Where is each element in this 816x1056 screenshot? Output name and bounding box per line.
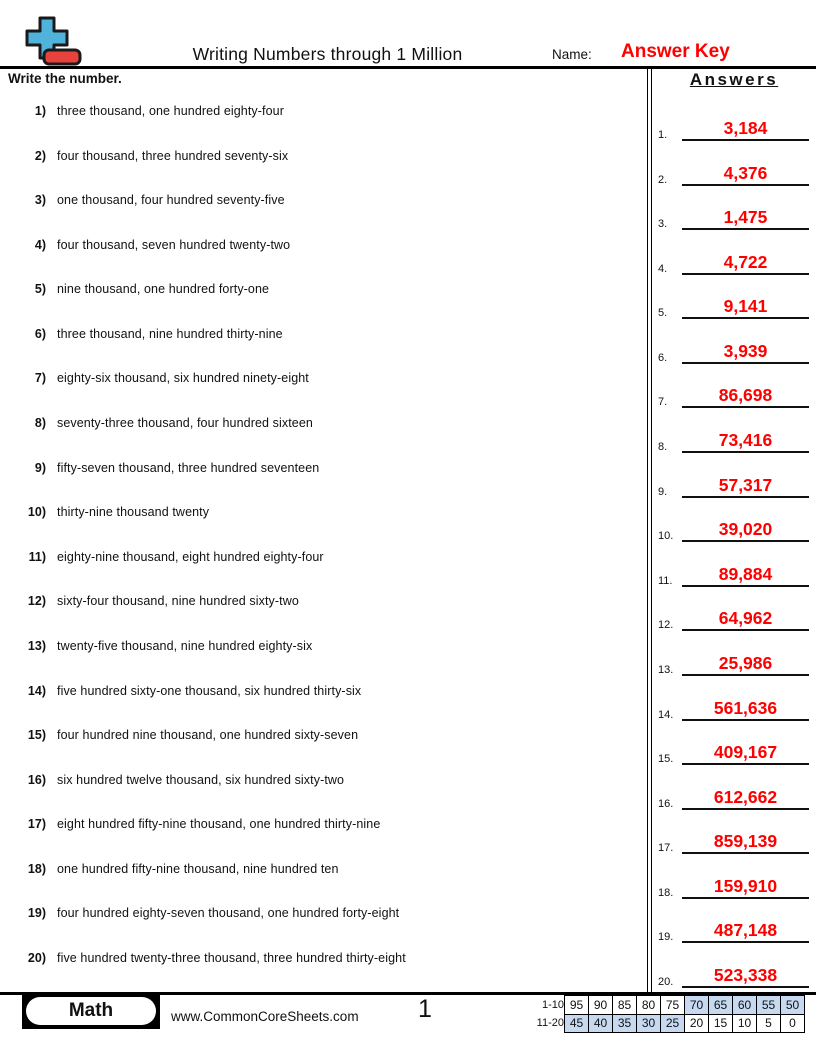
answer-number: 3.	[658, 218, 668, 231]
answer-row	[658, 201, 809, 230]
question-text: nine thousand, one hundred forty-one	[57, 282, 270, 297]
question-number: 19)	[27, 906, 46, 921]
answer-row	[658, 736, 809, 765]
grade-percent-cell: 35	[613, 1014, 637, 1033]
question-number: 20)	[27, 951, 46, 966]
answer-row	[658, 558, 809, 587]
grade-percent-cell: 15	[709, 1014, 733, 1033]
answer-row	[658, 157, 809, 186]
answer-blank-line	[682, 476, 809, 498]
answer-blank-line	[682, 832, 809, 854]
answer-row	[658, 246, 809, 275]
grade-range-label: 1-10	[541, 998, 564, 1011]
question-number: 16)	[27, 772, 46, 787]
question-number: 14)	[27, 683, 46, 698]
subject-badge-label: Math	[26, 997, 156, 1025]
answer-blank-line	[682, 877, 809, 899]
answer-number: 15.	[658, 753, 674, 766]
answer-number: 20.	[658, 976, 674, 989]
grade-percent-cell: 70	[685, 996, 709, 1015]
question-number: 1)	[34, 104, 46, 118]
answer-blank-line	[682, 654, 809, 676]
grade-percent-cell: 85	[613, 996, 637, 1015]
question-text: six hundred twelve thousand, six hundred sixty-two	[57, 772, 345, 787]
question-number: 12)	[27, 594, 46, 609]
question-text: seventy-three thousand, four hundred sixteen	[57, 416, 313, 431]
answer-blank-line	[682, 431, 809, 453]
question-text: one thousand, four hundred seventy-five	[57, 193, 285, 208]
answer-blank-line	[682, 966, 809, 988]
answer-value: 3,939	[723, 340, 768, 361]
grade-percent-cell: 45	[565, 1014, 589, 1033]
question-text: eighty-nine thousand, eight hundred eighty-four	[57, 549, 324, 564]
question-number: 13)	[27, 638, 46, 653]
question-text: one hundred fifty-nine thousand, nine hundred ten	[57, 861, 339, 876]
question-text: three thousand, nine hundred thirty-nine	[57, 326, 283, 341]
answer-blank-line	[682, 386, 809, 408]
answer-value: 159,910	[713, 875, 778, 896]
answer-row	[658, 692, 809, 721]
answer-number: 1.	[658, 129, 668, 141]
answer-blank-line	[682, 565, 809, 587]
answer-blank-line	[682, 743, 809, 765]
question-number: 4)	[34, 237, 46, 252]
answer-row	[658, 469, 809, 498]
grade-percent-cell: 95	[565, 996, 589, 1015]
question-number: 3)	[34, 193, 46, 208]
answer-value: 4,376	[723, 162, 768, 183]
grade-percent-cell: 0	[781, 1014, 805, 1033]
answer-number: 4.	[658, 262, 668, 275]
answer-row	[658, 914, 809, 943]
question-text: sixty-four thousand, nine hundred sixty-two	[57, 594, 299, 609]
question-number: 6)	[34, 326, 46, 341]
question-number: 17)	[27, 817, 46, 832]
answer-key-text: Answer Key	[621, 41, 730, 62]
question-number: 18)	[27, 861, 46, 876]
question-number: 8)	[34, 416, 46, 431]
question-number: 7)	[34, 371, 46, 386]
answer-row	[658, 602, 809, 631]
grade-percent-cell: 10	[733, 1014, 757, 1033]
answer-value: 9,141	[723, 296, 768, 317]
answer-row	[658, 959, 809, 988]
grade-percent-cell: 90	[589, 996, 613, 1015]
answer-number: 5.	[658, 307, 668, 320]
answer-number: 18.	[658, 886, 674, 899]
answer-blank-line	[682, 119, 809, 141]
answer-value: 3,184	[723, 118, 768, 138]
answer-number: 13.	[658, 663, 674, 676]
answer-value: 57,317	[718, 474, 773, 495]
question-number: 5)	[34, 282, 46, 297]
answer-row	[658, 290, 809, 319]
answer-number: 10.	[658, 530, 674, 543]
question-text: five hundred sixty-one thousand, six hundred thirty-six	[57, 683, 362, 698]
answer-value: 409,167	[713, 742, 778, 763]
answer-blank-line	[682, 609, 809, 631]
worksheet-title: Writing Numbers through 1 Million	[192, 44, 463, 64]
answer-value: 487,148	[713, 920, 778, 941]
question-number: 2)	[34, 148, 46, 163]
website-url: www.CommonCoreSheets.com	[171, 1009, 359, 1024]
grade-range-label: 11-20	[536, 1017, 564, 1030]
question-number: 11)	[28, 549, 46, 564]
answer-blank-line	[682, 297, 809, 319]
answer-row	[658, 781, 809, 810]
page-number: 1	[418, 995, 432, 1023]
question-text: four thousand, three hundred seventy-six	[57, 148, 289, 163]
answer-blank-line	[682, 788, 809, 810]
answer-number: 17.	[658, 842, 674, 855]
answer-row	[658, 870, 809, 899]
question-text: four hundred eighty-seven thousand, one hundred forty-eight	[57, 906, 400, 921]
answer-number: 6.	[658, 351, 668, 364]
answer-row	[658, 424, 809, 453]
grade-percent-cell: 25	[661, 1014, 685, 1033]
answer-blank-line	[682, 253, 809, 275]
question-text: four hundred nine thousand, one hundred sixty-seven	[57, 728, 359, 743]
answer-number: 14.	[658, 708, 674, 721]
grade-percent-cell: 80	[637, 996, 661, 1015]
answer-value: 561,636	[713, 697, 778, 718]
question-text: eight hundred fifty-nine thousand, one hundred thirty-nine	[57, 817, 381, 832]
answer-blank-line	[682, 699, 809, 721]
grade-percent-cell: 40	[589, 1014, 613, 1033]
answer-blank-line	[682, 208, 809, 230]
grade-percent-cell: 65	[709, 996, 733, 1015]
grade-percent-cell: 20	[685, 1014, 709, 1033]
answer-row	[658, 513, 809, 542]
question-number: 10)	[27, 505, 46, 520]
answer-value: 859,139	[713, 831, 778, 852]
answer-blank-line	[682, 342, 809, 364]
answer-row	[658, 112, 809, 141]
grade-percent-cell: 50	[781, 996, 805, 1015]
question-text: thirty-nine thousand twenty	[57, 505, 210, 520]
grade-percent-cell: 75	[661, 996, 685, 1015]
answer-number: 16.	[658, 797, 674, 810]
answer-value: 523,338	[713, 965, 778, 986]
answer-value: 73,416	[718, 430, 773, 451]
answer-row	[658, 335, 809, 364]
answer-number: 19.	[658, 931, 674, 944]
answer-value: 39,020	[718, 519, 773, 540]
question-text: twenty-five thousand, nine hundred eighty-six	[57, 638, 313, 653]
answer-row	[658, 647, 809, 676]
answer-value: 89,884	[718, 563, 773, 584]
question-number: 15)	[27, 728, 46, 743]
grade-percent-cell: 60	[733, 996, 757, 1015]
question-text: fifty-seven thousand, three hundred seventeen	[57, 460, 320, 475]
question-text: three thousand, one hundred eighty-four	[57, 104, 284, 118]
answer-blank-line	[682, 520, 809, 542]
answer-number: 11.	[658, 574, 673, 587]
subject-badge	[22, 993, 160, 1029]
grade-percent-cell: 5	[757, 1014, 781, 1033]
grade-percent-cell: 30	[637, 1014, 661, 1033]
answer-value: 86,698	[718, 385, 773, 406]
grade-percent-cell: 55	[757, 996, 781, 1015]
answer-blank-line	[682, 921, 809, 943]
answer-value: 4,722	[723, 251, 768, 272]
answer-value: 612,662	[713, 786, 778, 807]
question-number: 9)	[34, 460, 46, 475]
question-text: eighty-six thousand, six hundred ninety-eight	[57, 371, 309, 386]
name-label: Name:	[552, 47, 592, 62]
answers-column-title: Answers	[689, 70, 779, 89]
instruction-text: Write the number.	[8, 71, 122, 86]
answer-number: 2.	[658, 173, 668, 186]
grading-scale-table	[532, 995, 805, 1033]
question-text: five hundred twenty-three thousand, three hundred thirty-eight	[57, 951, 406, 966]
answer-number: 7.	[658, 396, 668, 409]
answer-blank-line	[682, 164, 809, 186]
answer-number: 9.	[658, 485, 668, 498]
answer-value: 64,962	[718, 608, 773, 629]
answer-number: 8.	[658, 441, 668, 454]
answer-value: 25,986	[718, 652, 773, 673]
answer-number: 12.	[658, 619, 674, 632]
question-text: four thousand, seven hundred twenty-two	[57, 237, 291, 252]
answer-row	[658, 825, 809, 854]
answer-value: 1,475	[723, 207, 768, 228]
answer-row	[658, 379, 809, 408]
